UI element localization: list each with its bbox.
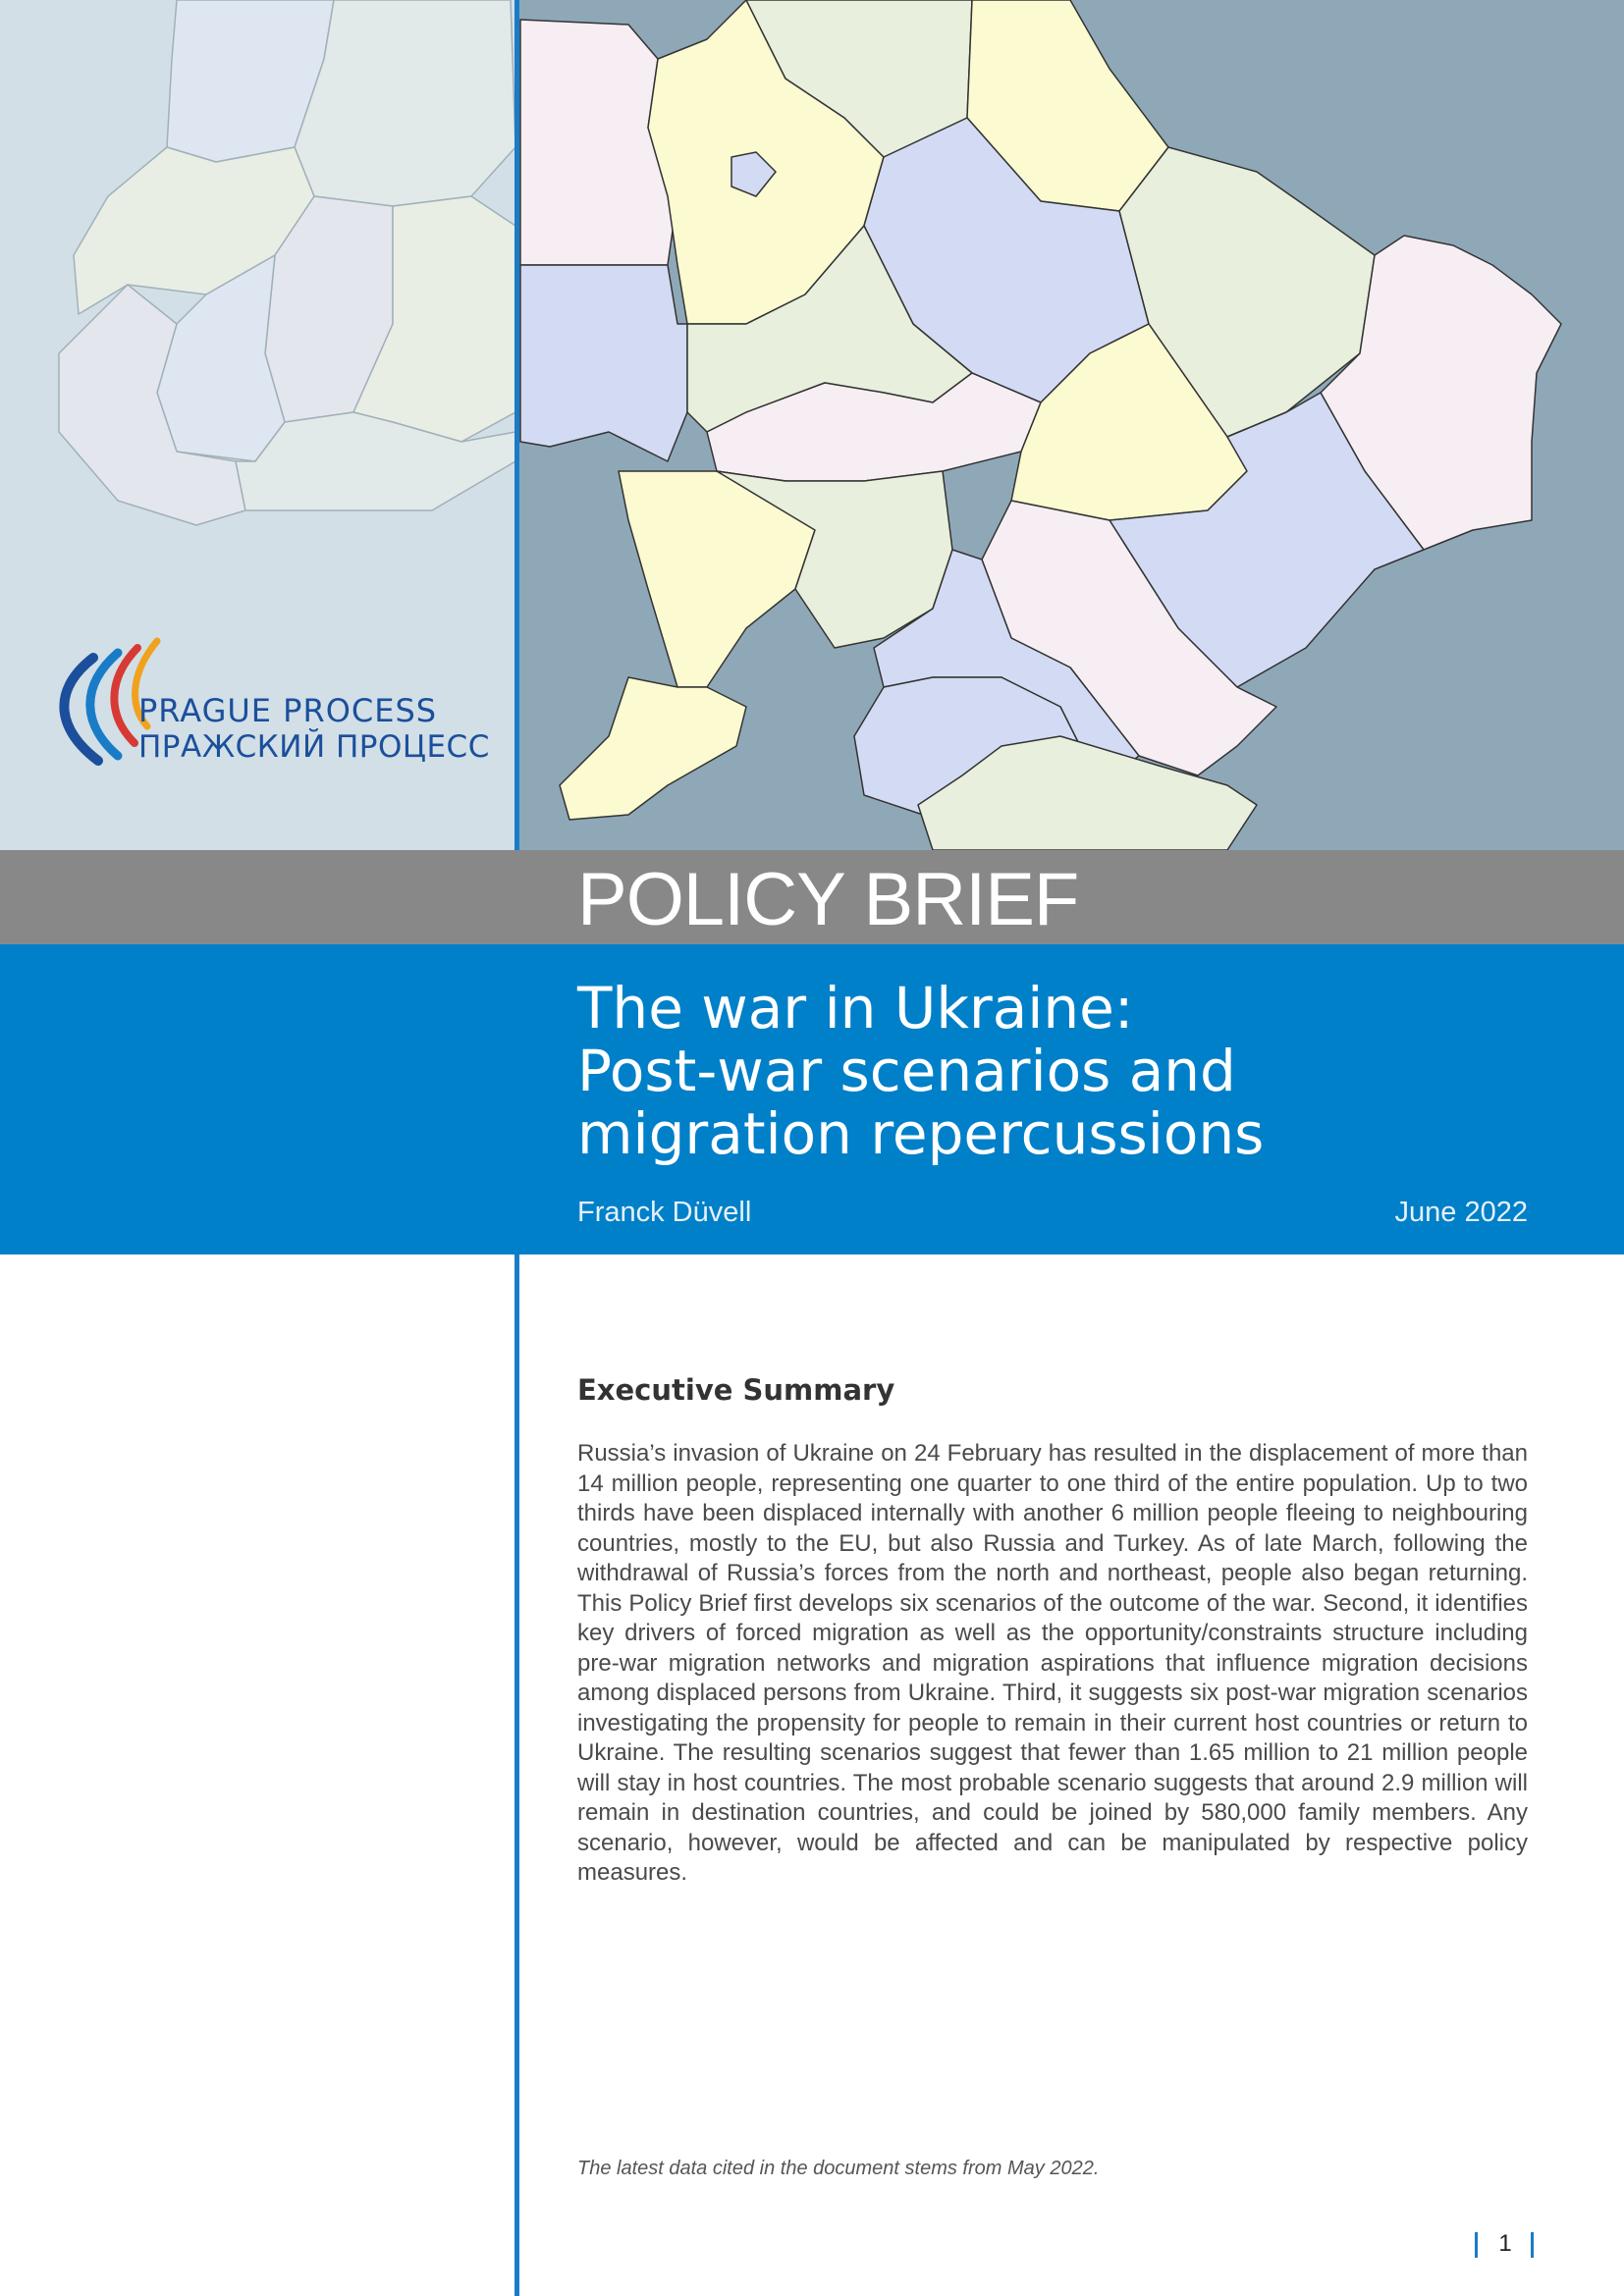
document-title bbox=[577, 977, 1559, 1165]
page-number-bar-left bbox=[1475, 2232, 1478, 2258]
title-line: Post-war scenarios and bbox=[577, 1038, 1236, 1104]
executive-summary-heading: Executive Summary bbox=[577, 1373, 895, 1407]
map-region bbox=[520, 265, 687, 461]
title-line: The war in Ukraine: bbox=[577, 975, 1134, 1041]
executive-summary-body: Russia’s invasion of Ukraine on 24 February has resulted in the displacement of more than 14 million people, representing one quarter to one third of the entire population. Up to two thirds have been displaced internally with another 6 million people fleeing to neighbouring countries, mostly to the EU, but also Russia and Turkey. As of late March, following the withdrawal of Russia’s forces from the north and northeast, people also began returning. This Policy Brief first develops six scenarios of the outcome of the war. Second, it identifies key drivers of forced migration as well as the opportunity/constraints structure including pre-war migration networks and migration aspirations that influence migration decisions among displaced persons from Ukraine. Third, it suggests six post-war migration scenarios investigating the propensity for people to remain in their current host countries or return to Ukraine. The resulting scenarios suggest that fewer than 1.65 million to 21 million people will stay in host countries. The most probable scenario suggests that around 2.9 million will remain in destination countries, and could be joined by 580,000 family members. Any scenario, however, would be affected and can be manipulated by respective policy measures. bbox=[577, 1440, 1528, 1886]
logo-text-latin: PRAGUE PROCESS bbox=[138, 692, 438, 729]
page-number: 1 bbox=[1498, 2230, 1512, 2257]
author-name: Franck Düvell bbox=[577, 1197, 752, 1228]
logo-text-cyrillic: ПРАЖСКИЙ ПРОЦЕСС bbox=[138, 729, 490, 765]
publication-date: June 2022 bbox=[1394, 1197, 1528, 1228]
page-number-bar-right bbox=[1531, 2232, 1534, 2258]
map-region bbox=[560, 677, 746, 820]
title-line: migration repercussions bbox=[577, 1100, 1265, 1167]
data-footnote: The latest data cited in the document stems from May 2022. bbox=[577, 2158, 1100, 2179]
document-type-label: POLICY BRIEF bbox=[577, 858, 1079, 941]
